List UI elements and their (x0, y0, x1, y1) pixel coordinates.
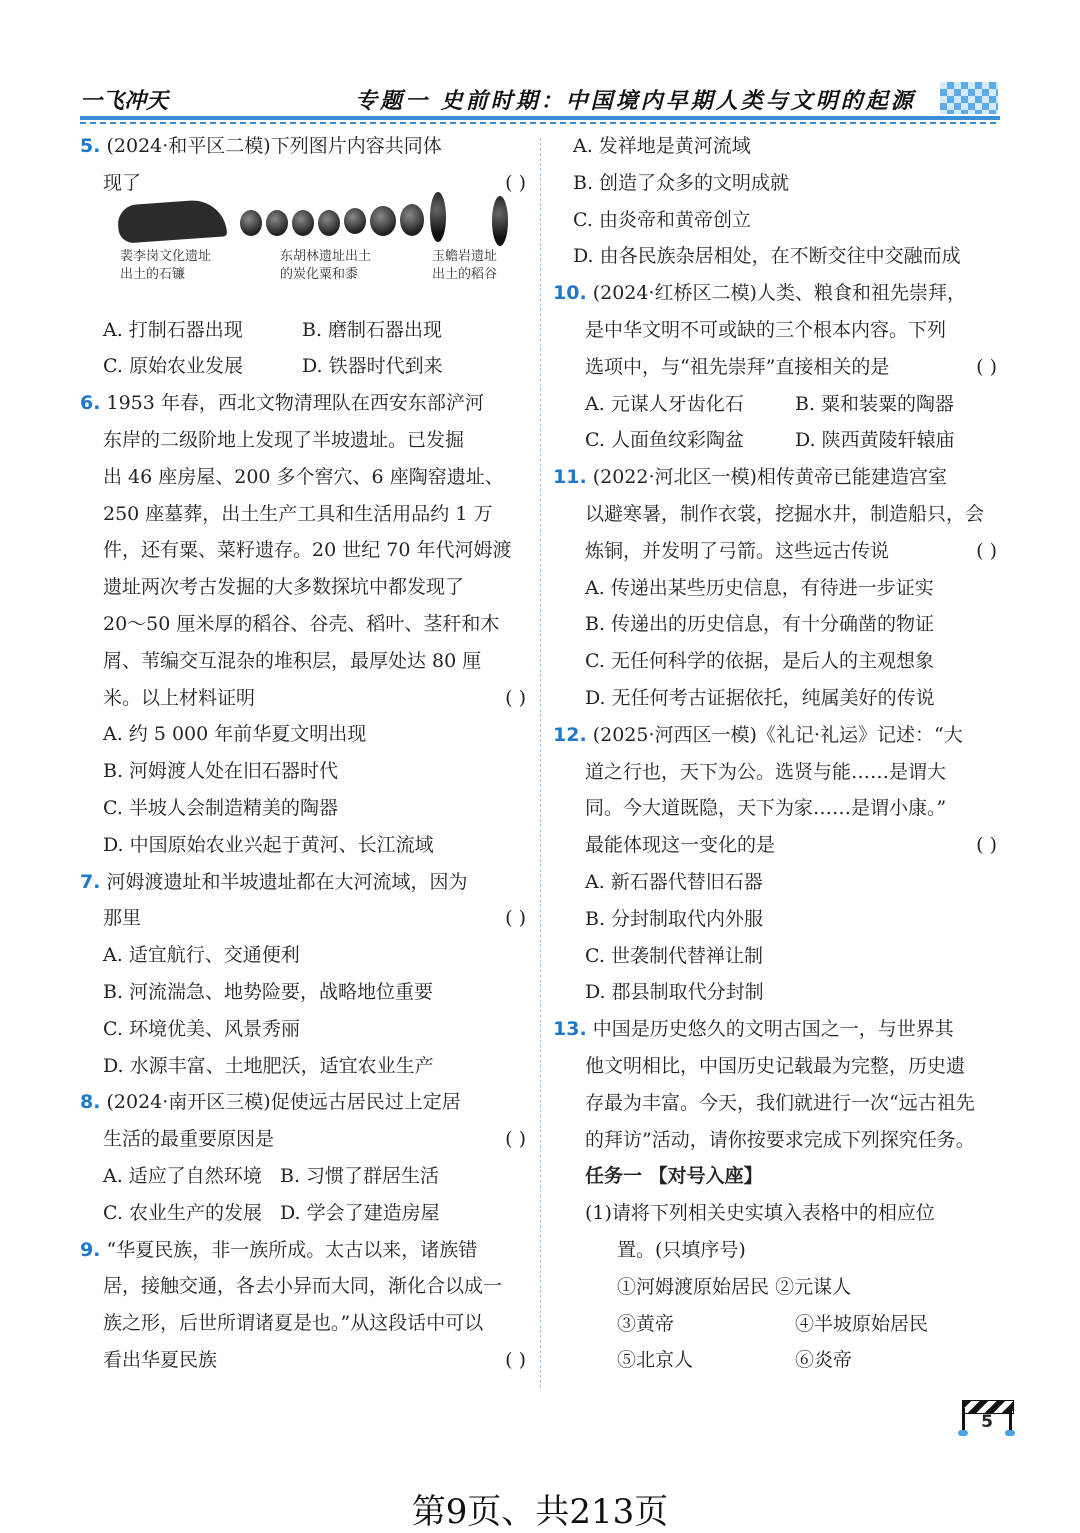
right-column (553, 128, 1001, 1379)
q11-stem: (2022·河北区一模)相传黄帝已能建造宫室 (592, 466, 947, 489)
q10-option-b[interactable]: B. 粟和装粟的陶器 (795, 392, 955, 415)
q5-option-c[interactable]: C. 原始农业发展 (103, 355, 243, 378)
q9-option-a[interactable]: A. 发祥地是黄河流域 (573, 135, 751, 157)
left-column (80, 128, 530, 1379)
q7-line2 (80, 900, 530, 937)
q12-stem-end: 最能体现这一变化的是 (585, 834, 776, 857)
q9-option-c[interactable]: C. 由炎帝和黄帝创立 (573, 208, 751, 231)
q5-line2 (80, 165, 530, 202)
q6-option-d[interactable]: D. 中国原始农业兴起于黄河、长江流域 (103, 833, 434, 856)
q6-line1 (80, 385, 530, 422)
caption-line: 东胡林遗址出土 (280, 248, 372, 264)
q9-line4 (80, 1342, 530, 1379)
page-number-badge (958, 1400, 1016, 1436)
q5-number: 5. (80, 135, 101, 157)
caption-rice (432, 248, 497, 284)
q12-line1 (553, 717, 1001, 754)
q10-options-cd (553, 422, 1001, 459)
q12-answer-blank[interactable]: ( ) (976, 834, 997, 857)
topic-title: 专题一 史前时期：中国境内早期人类与文明的起源 (355, 88, 916, 114)
q11-option-a[interactable]: A. 传递出某些历史信息，有待进一步证实 (585, 576, 934, 599)
q10-line3 (553, 349, 1001, 386)
caption-line: 出土的稻谷 (432, 266, 498, 282)
q9-stem: “华夏民族，非一族所成。太古以来，诸族错 (106, 1238, 478, 1261)
q11-stem: 以避寒暑，制作衣裳，挖掘水井，制造船只，会 (585, 502, 985, 525)
q5-options-cd (80, 348, 530, 385)
millet-seed-image (400, 204, 424, 236)
q9-line1 (80, 1232, 530, 1269)
q5-images (80, 202, 530, 312)
q10-stem-end: 选项中，与“祖先崇拜”直接相关的是 (585, 355, 890, 378)
q11-line1 (553, 459, 1001, 496)
q12-option-d[interactable]: D. 郡县制取代分封制 (585, 981, 764, 1004)
q7-option-b[interactable]: B. 河流湍急、地势险要，战略地位重要 (103, 980, 434, 1003)
q6-text: 1953 年春，西北文物清理队在西安东部浐河 (106, 392, 484, 415)
q6-text: 250 座墓葬，出土生产工具和生活用品约 1 万 (103, 502, 493, 525)
q11-line3 (553, 533, 1001, 570)
caption-millet (280, 248, 371, 284)
caption-line: 裴李岗文化遗址 (120, 248, 212, 264)
q12-stem: 道之行也，天下为公。选贤与能……是谓大 (585, 760, 947, 783)
q11-option-b[interactable]: B. 传递出的历史信息，有十分确凿的物证 (585, 613, 935, 636)
q7-stem: 河姆渡遗址和半坡遗址都在大河流域，因为 (106, 870, 468, 893)
q8-options-cd (80, 1195, 530, 1232)
q13-number: 13. (553, 1018, 587, 1041)
q13-stem: 存最为丰富。今天，我们就进行一次“远古祖先 (585, 1091, 975, 1114)
q13-stem: 他文明相比，中国历史记载最为完整，历史遗 (585, 1054, 966, 1077)
q7-number: 7. (80, 870, 101, 893)
q13-subquestion: 置。(只填序号) (617, 1238, 746, 1261)
checker-decoration (940, 82, 998, 114)
q6-text: 屑、苇编交互混杂的堆积层，最厚处达 80 厘 (103, 649, 482, 672)
q7-option-a[interactable]: A. 适宜航行、交通便利 (103, 944, 300, 967)
q11-option-c[interactable]: C. 无任何科学的依据，是后人的主观想象 (585, 650, 934, 673)
q8-option-d[interactable]: D. 学会了建造房屋 (280, 1201, 440, 1224)
q6-option-a[interactable]: A. 约 5 000 年前华夏文明出现 (103, 723, 367, 746)
q8-line1 (80, 1084, 530, 1121)
caption-line: 玉蟾岩遗址 (432, 248, 498, 264)
q5-line1 (80, 128, 530, 165)
q9-option-b[interactable]: B. 创造了众多的文明成就 (573, 171, 790, 194)
q8-number: 8. (80, 1091, 101, 1114)
q10-options-ab (553, 386, 1001, 423)
q11-number: 11. (553, 466, 587, 489)
stone-sickle-image (117, 198, 227, 243)
q9-stem: 居，接触交通，各去小异而大同，渐化合以成一 (103, 1275, 503, 1298)
q13-item: ④半坡原始居民 (795, 1312, 929, 1335)
millet-seed-image (240, 210, 262, 236)
q10-stem: (2024·红桥区二模)人类、粮食和祖先崇拜， (592, 282, 966, 305)
q6-text: 遗址两次考古发掘的大多数探坑中都发现了 (103, 576, 465, 599)
page-number: 5 (981, 1412, 993, 1432)
q8-line2 (80, 1121, 530, 1158)
q6-text: 件，还有粟、菜籽遗存。20 世纪 70 年代河姆渡 (103, 539, 512, 562)
q13-item: ③黄帝 (617, 1312, 675, 1335)
q8-option-b[interactable]: B. 习惯了群居生活 (280, 1164, 440, 1187)
q10-number: 10. (553, 282, 587, 305)
q13-line1 (553, 1011, 1001, 1048)
q12-stem: 同。今大道既隐，天下为家……是谓小康。” (585, 797, 947, 820)
brand-logo: 一飞冲天 (80, 89, 169, 114)
q6-text: 东岸的二级阶地上发现了半坡遗址。已发掘 (103, 428, 465, 451)
q7-answer-blank[interactable]: ( ) (505, 907, 526, 930)
q5-answer-blank[interactable]: ( ) (505, 171, 526, 194)
q13-items-row1 (553, 1269, 1001, 1306)
q8-option-c[interactable]: C. 农业生产的发展 (103, 1201, 262, 1224)
header-rule-dashed (80, 122, 1000, 124)
q13-item: ②元谋人 (775, 1275, 852, 1298)
q9-answer-blank[interactable]: ( ) (505, 1348, 526, 1371)
footer-page-indicator: 第9页、共213页 (411, 1492, 669, 1532)
q7-stem-end: 那里 (103, 907, 142, 930)
q10-stem: 是中华文明不可或缺的三个根本内容。下列 (585, 318, 947, 341)
badge-foot (958, 1430, 968, 1436)
q6-option-c[interactable]: C. 半坡人会制造精美的陶器 (103, 796, 338, 819)
q5-option-b[interactable]: B. 磨制石器出现 (302, 318, 443, 341)
q12-stem: (2025·河西区一模)《礼记·礼运》记述：“大 (592, 723, 963, 746)
q13-item: ⑤北京人 (617, 1349, 694, 1372)
q6-answer-blank[interactable]: ( ) (505, 686, 526, 709)
q8-answer-blank[interactable]: ( ) (505, 1128, 526, 1151)
q8-stem-end: 生活的最重要原因是 (103, 1128, 275, 1151)
rice-grain-image (430, 192, 446, 242)
q7-option-c[interactable]: C. 环境优美、风景秀丽 (103, 1017, 300, 1040)
q8-options-ab (80, 1158, 530, 1195)
q13-item: ⑥炎帝 (795, 1349, 853, 1372)
q9-stem-end: 看出华夏民族 (103, 1348, 218, 1371)
q11-answer-blank[interactable]: ( ) (976, 539, 997, 562)
q13-stem: 中国是历史悠久的文明古国之一，与世界其 (592, 1018, 954, 1041)
caption-line: 出土的石镰 (120, 266, 186, 282)
q6-text: 出 46 座房屋、200 多个窖穴、6 座陶窑遗址、 (103, 465, 504, 488)
q10-line1 (553, 275, 1001, 312)
q10-option-c[interactable]: C. 人面鱼纹彩陶盆 (585, 429, 744, 452)
q11-option-d[interactable]: D. 无任何考古证据依托，纯属美好的传说 (585, 686, 935, 709)
q12-line4 (553, 827, 1001, 864)
q13-items-row2 (553, 1306, 1001, 1343)
q11-stem-end: 炼铜，并发明了弓箭。这些远古传说 (585, 539, 890, 562)
q12-option-c[interactable]: C. 世袭制代替禅让制 (585, 944, 763, 967)
q13-stem: 的拜访”活动，请你按要求完成下列探究任务。 (585, 1128, 975, 1151)
q13-items-row3 (553, 1342, 1001, 1379)
q13-task-heading: 任务一 【对号入座】 (585, 1165, 763, 1188)
millet-seed-image (344, 208, 366, 234)
q6-option-b[interactable]: B. 河姆渡人处在旧石器时代 (103, 760, 339, 783)
q10-answer-blank[interactable]: ( ) (976, 355, 997, 378)
millet-seed-image (266, 210, 288, 236)
q6-last-line (80, 680, 530, 717)
q7-line1 (80, 864, 530, 901)
q9-option-d[interactable]: D. 由各民族杂居相处，在不断交往中交融而成 (573, 245, 961, 268)
header-rule (80, 116, 1000, 120)
q10-option-a[interactable]: A. 元谋人牙齿化石 (585, 392, 744, 415)
q12-option-a[interactable]: A. 新石器代替旧石器 (585, 870, 763, 893)
q6-text: 20～50 厘米厚的稻谷、谷壳、稻叶、茎秆和木 (103, 612, 500, 635)
q6-text: 米。以上材料证明 (103, 686, 256, 709)
q8-stem: (2024·南开区三模)促使远古居民过上定居 (106, 1091, 461, 1114)
millet-seed-image (370, 206, 396, 236)
q13-subquestion: (1)请将下列相关史实填入表格中的相应位 (585, 1202, 935, 1225)
q8-option-a[interactable]: A. 适应了自然环境 (103, 1164, 262, 1187)
q9-stem: 族之形，后世所谓诸夏是也。”从这段话中可以 (103, 1312, 484, 1335)
q5-stem-end: 现了 (103, 171, 142, 194)
q7-option-d[interactable]: D. 水源丰富、土地肥沃，适宜农业生产 (103, 1054, 434, 1077)
millet-seed-image (292, 210, 314, 236)
badge-foot (1005, 1430, 1015, 1436)
millet-seed-image (318, 210, 340, 236)
caption-sickle (120, 248, 211, 284)
q5-stem: (2024·和平区二模)下列图片内容共同体 (106, 135, 442, 157)
q12-number: 12. (553, 723, 587, 746)
q6-number: 6. (80, 392, 101, 415)
q5-options-ab (80, 312, 530, 349)
column-divider (540, 138, 541, 1388)
q10-option-d[interactable]: D. 陕西黄陵轩辕庙 (795, 429, 955, 452)
caption-line: 的炭化粟和黍 (280, 266, 359, 282)
q12-option-b[interactable]: B. 分封制取代内外服 (585, 907, 764, 930)
rice-grain-image (492, 196, 508, 246)
q13-item: ①河姆渡原始居民 (617, 1275, 770, 1298)
q5-option-a[interactable]: A. 打制石器出现 (103, 318, 243, 341)
q5-option-d[interactable]: D. 铁器时代到来 (302, 355, 443, 378)
q9-number: 9. (80, 1238, 101, 1261)
